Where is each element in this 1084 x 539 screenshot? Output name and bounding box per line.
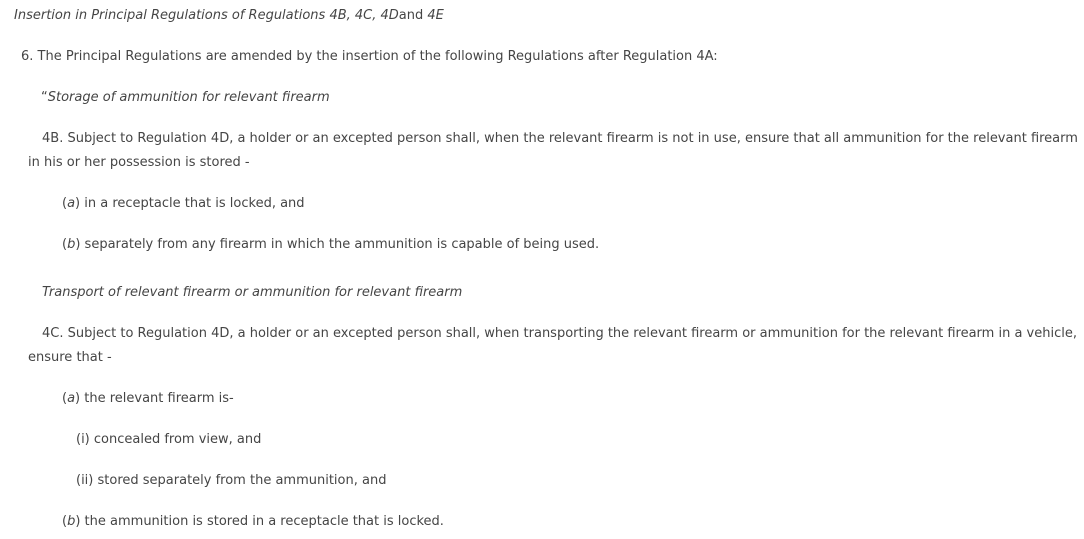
item-paren-open: ( xyxy=(62,514,68,529)
section-heading xyxy=(14,4,444,28)
item-paren-close: ) xyxy=(75,514,81,529)
regulation-4b-line-1: 4B. Subject to Regulation 4D, a holder or an excepted person shall, when the relevant firearm is not in use, ensure that all ammunition for the relevant firearm xyxy=(42,131,1078,146)
regulation-4c-item-a xyxy=(62,387,234,411)
regulation-4b-item-b xyxy=(62,233,599,257)
transport-heading: Transport of relevant firearm or ammunition for relevant firearm xyxy=(42,285,463,300)
regulation-4c-subitem-ii: (ii) stored separately from the ammunition, and xyxy=(76,473,387,488)
regulation-4c-line-1: 4C. Subject to Regulation 4D, a holder or an excepted person shall, when transporting the relevant firearm or ammunition for the relevant firearm in a vehicle, xyxy=(42,326,1077,341)
item-paren-open: ( xyxy=(62,391,68,406)
heading-text-upright: and xyxy=(398,8,424,23)
regulation-4b-line-2: in his or her possession is stored - xyxy=(28,155,250,170)
item-text: the relevant firearm is- xyxy=(80,391,234,406)
heading-text-end: 4E xyxy=(423,8,444,23)
heading-text: Insertion in Principal Regulations of Regulations 4B, 4C, 4D xyxy=(14,8,399,23)
paragraph-6: 6. The Principal Regulations are amended by the insertion of the following Regulations after Regulation 4A: xyxy=(21,49,718,64)
storage-heading xyxy=(41,86,330,110)
regulation-4c-subitem-i: (i) concealed from view, and xyxy=(76,432,262,447)
item-text: separately from any firearm in which the ammunition is capable of being used. xyxy=(80,237,600,252)
regulation-4c-item-b xyxy=(62,510,444,534)
open-quote: “ xyxy=(41,90,48,105)
item-paren-close: ) xyxy=(75,196,81,211)
item-marker: a xyxy=(67,391,76,406)
item-paren-open: ( xyxy=(62,196,68,211)
item-marker: b xyxy=(67,514,76,529)
item-text: the ammunition is stored in a receptacle that is locked. xyxy=(80,514,444,529)
regulation-4b-item-a xyxy=(62,192,305,216)
item-text: in a receptacle that is locked, and xyxy=(80,196,305,211)
storage-heading-text: Storage of ammunition for relevant firearm xyxy=(47,90,330,105)
item-paren-close: ) xyxy=(75,391,81,406)
item-marker: a xyxy=(67,196,76,211)
item-paren-close: ) xyxy=(75,237,81,252)
item-marker: b xyxy=(67,237,76,252)
item-paren-open: ( xyxy=(62,237,68,252)
regulation-4c-line-2: ensure that - xyxy=(28,350,112,365)
